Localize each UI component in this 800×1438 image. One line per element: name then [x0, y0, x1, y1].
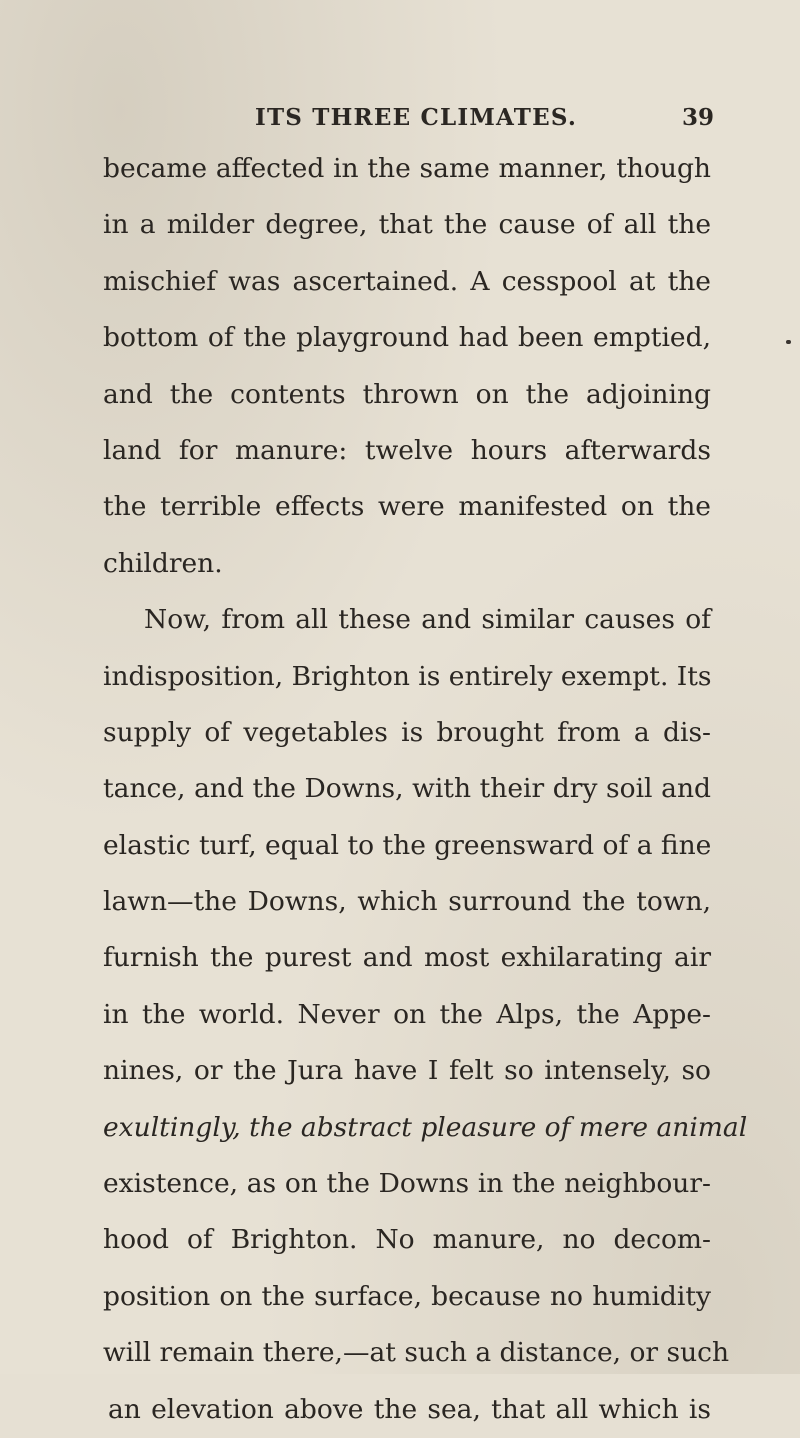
text-line: land for manure: twelve hours afterwards — [103, 434, 711, 466]
text-line: nines, or the Jura have I felt so intensely, so — [103, 1055, 711, 1087]
text-line: the terrible effects were manifested on the — [103, 491, 711, 523]
text-line: and the contents thrown on the adjoining — [103, 378, 711, 410]
ink-speck — [786, 340, 791, 344]
text-line: elastic turf, equal to the greensward of a fine — [103, 829, 712, 861]
text-line: became affected in the same manner, though — [103, 153, 711, 184]
text-line: position on the surface, because no humidity — [103, 1280, 711, 1312]
text-line: an elevation above the sea, that all which is — [108, 1393, 711, 1425]
text-line: mischief was ascertained. A cesspool at the — [103, 265, 711, 297]
text-line: indisposition, Brighton is entirely exempt. Its — [103, 660, 712, 692]
text-line: furnish the purest and most exhilarating air — [103, 942, 711, 974]
text-line-italic: exultingly, the abstract pleasure of mere animal — [103, 1111, 748, 1143]
text-line: in the world. Never on the Alps, the Appe- — [103, 998, 711, 1030]
text-line: existence, as on the Downs in the neighbour- — [103, 1168, 711, 1200]
text-line: tance, and the Downs, with their dry soil and — [103, 773, 711, 805]
text-line: hood of Brighton. No manure, no decom- — [103, 1224, 711, 1256]
text-line: children. — [103, 547, 223, 579]
text-line: in a milder degree, that the cause of all the — [103, 209, 711, 241]
text-line: lawn—the Downs, which surround the town, — [103, 886, 711, 918]
text-line: bottom of the playground had been emptied, — [103, 322, 711, 354]
body-text — [103, 141, 748, 1438]
text-line: will remain there,—at such a distance, or such — [103, 1337, 730, 1369]
running-title: ITS THREE CLIMATES. — [255, 104, 578, 131]
page-header — [0, 104, 800, 138]
page-number: 39 — [682, 104, 715, 131]
text-line: supply of vegetables is brought from a dis- — [103, 716, 711, 748]
paragraph-start-line: Now, from all these and similar causes of — [144, 604, 711, 636]
